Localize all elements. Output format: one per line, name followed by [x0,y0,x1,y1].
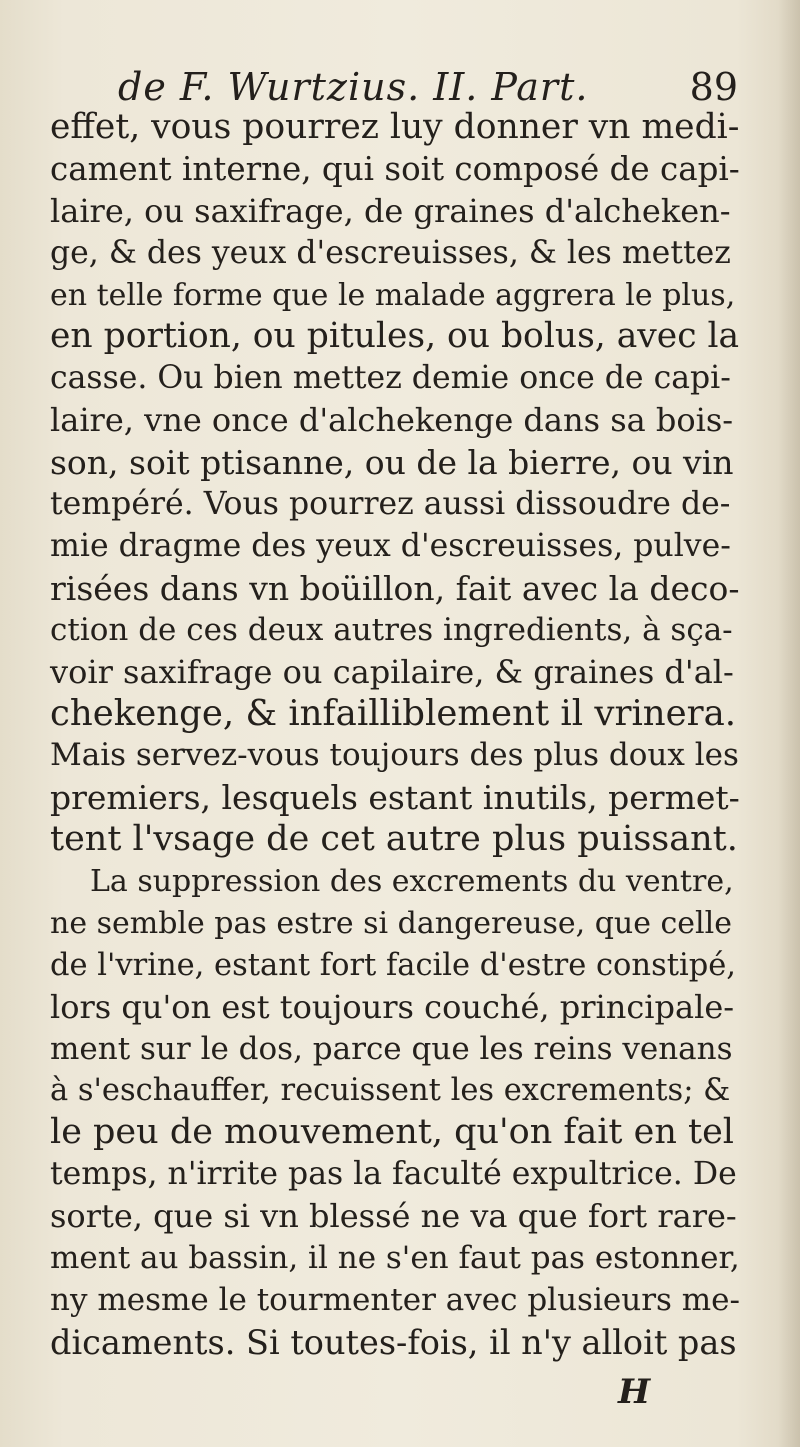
running-head-title: de F. Wurtzius. II. Part. [118,65,589,109]
text-line: cament interne, qui soit composé de capi- [50,149,740,188]
text-line: tempéré. Vous pourrez aussi dissoudre de- [50,486,731,523]
text-line: casse. Ou bien mettez demie once de capi- [50,360,731,397]
text-line: premiers, lesquels estant inutils, permet- [50,778,740,818]
text-line: en portion, ou pitules, ou bolus, avec la [50,316,740,357]
text-line: mie dragme des yeux d'escreuisses, pulve- [50,527,731,564]
text-line: ne semble pas estre si dangereuse, que celle [50,905,733,941]
text-line: de l'vrine, estant fort facile d'estre constipé, [50,947,736,983]
text-line: ny mesme le tourmenter avec plusieurs me- [50,1281,740,1318]
signature-mark: H [618,1372,651,1412]
text-line: à s'eschauffer, recuissent les excrements; & [50,1073,731,1109]
text-line: ge, & des yeux d'escreuisses, & les mettez [50,234,731,271]
text-line: ment au bassin, il ne s'en faut pas estonner, [50,1240,740,1277]
text-line: laire, ou saxifrage, de graines d'alcheken- [50,191,731,230]
text-line: Mais servez-vous toujours des plus doux les [50,737,739,774]
text-line: en telle forme que le malade aggrera le plus, [50,277,736,313]
text-line: tent l'vsage de cet autre plus puissant. [50,819,738,860]
text-line: lors qu'on est toujours couché, principale- [50,987,735,1026]
text-line: risées dans vn boüillon, fait avec la deco- [50,568,740,608]
text-line: voir saxifrage ou capilaire, & graines d'al- [50,652,734,691]
text-line: son, soit ptisanne, ou de la bierre, ou vin [50,443,734,483]
text-line: ction de ces deux autres ingredients, à sça- [50,611,733,648]
text-line: chekenge, & infailliblement il vrinera. [50,693,737,735]
text-line: temps, n'irrite pas la faculté expultrice. De [50,1156,737,1193]
text-line: le peu de mouvement, qu'on fait en tel [50,1112,734,1153]
text-line: sorte, que si vn blessé ne va que fort rare- [50,1197,737,1236]
text-line: ment sur le dos, parce que les reins venans [50,1030,733,1067]
running-head [118,62,738,112]
text-line: effet, vous pourrez luy donner vn medi- [50,107,740,147]
body-text [50,107,740,1364]
text-line: dicaments. Si toutes-fois, il n'y alloit pas [50,1322,737,1362]
paragraph-first-line: La suppression des excrements du ventre, [90,864,734,900]
text-line: laire, vne once d'alchekenge dans sa bois- [50,401,734,440]
page-number: 89 [689,65,738,109]
